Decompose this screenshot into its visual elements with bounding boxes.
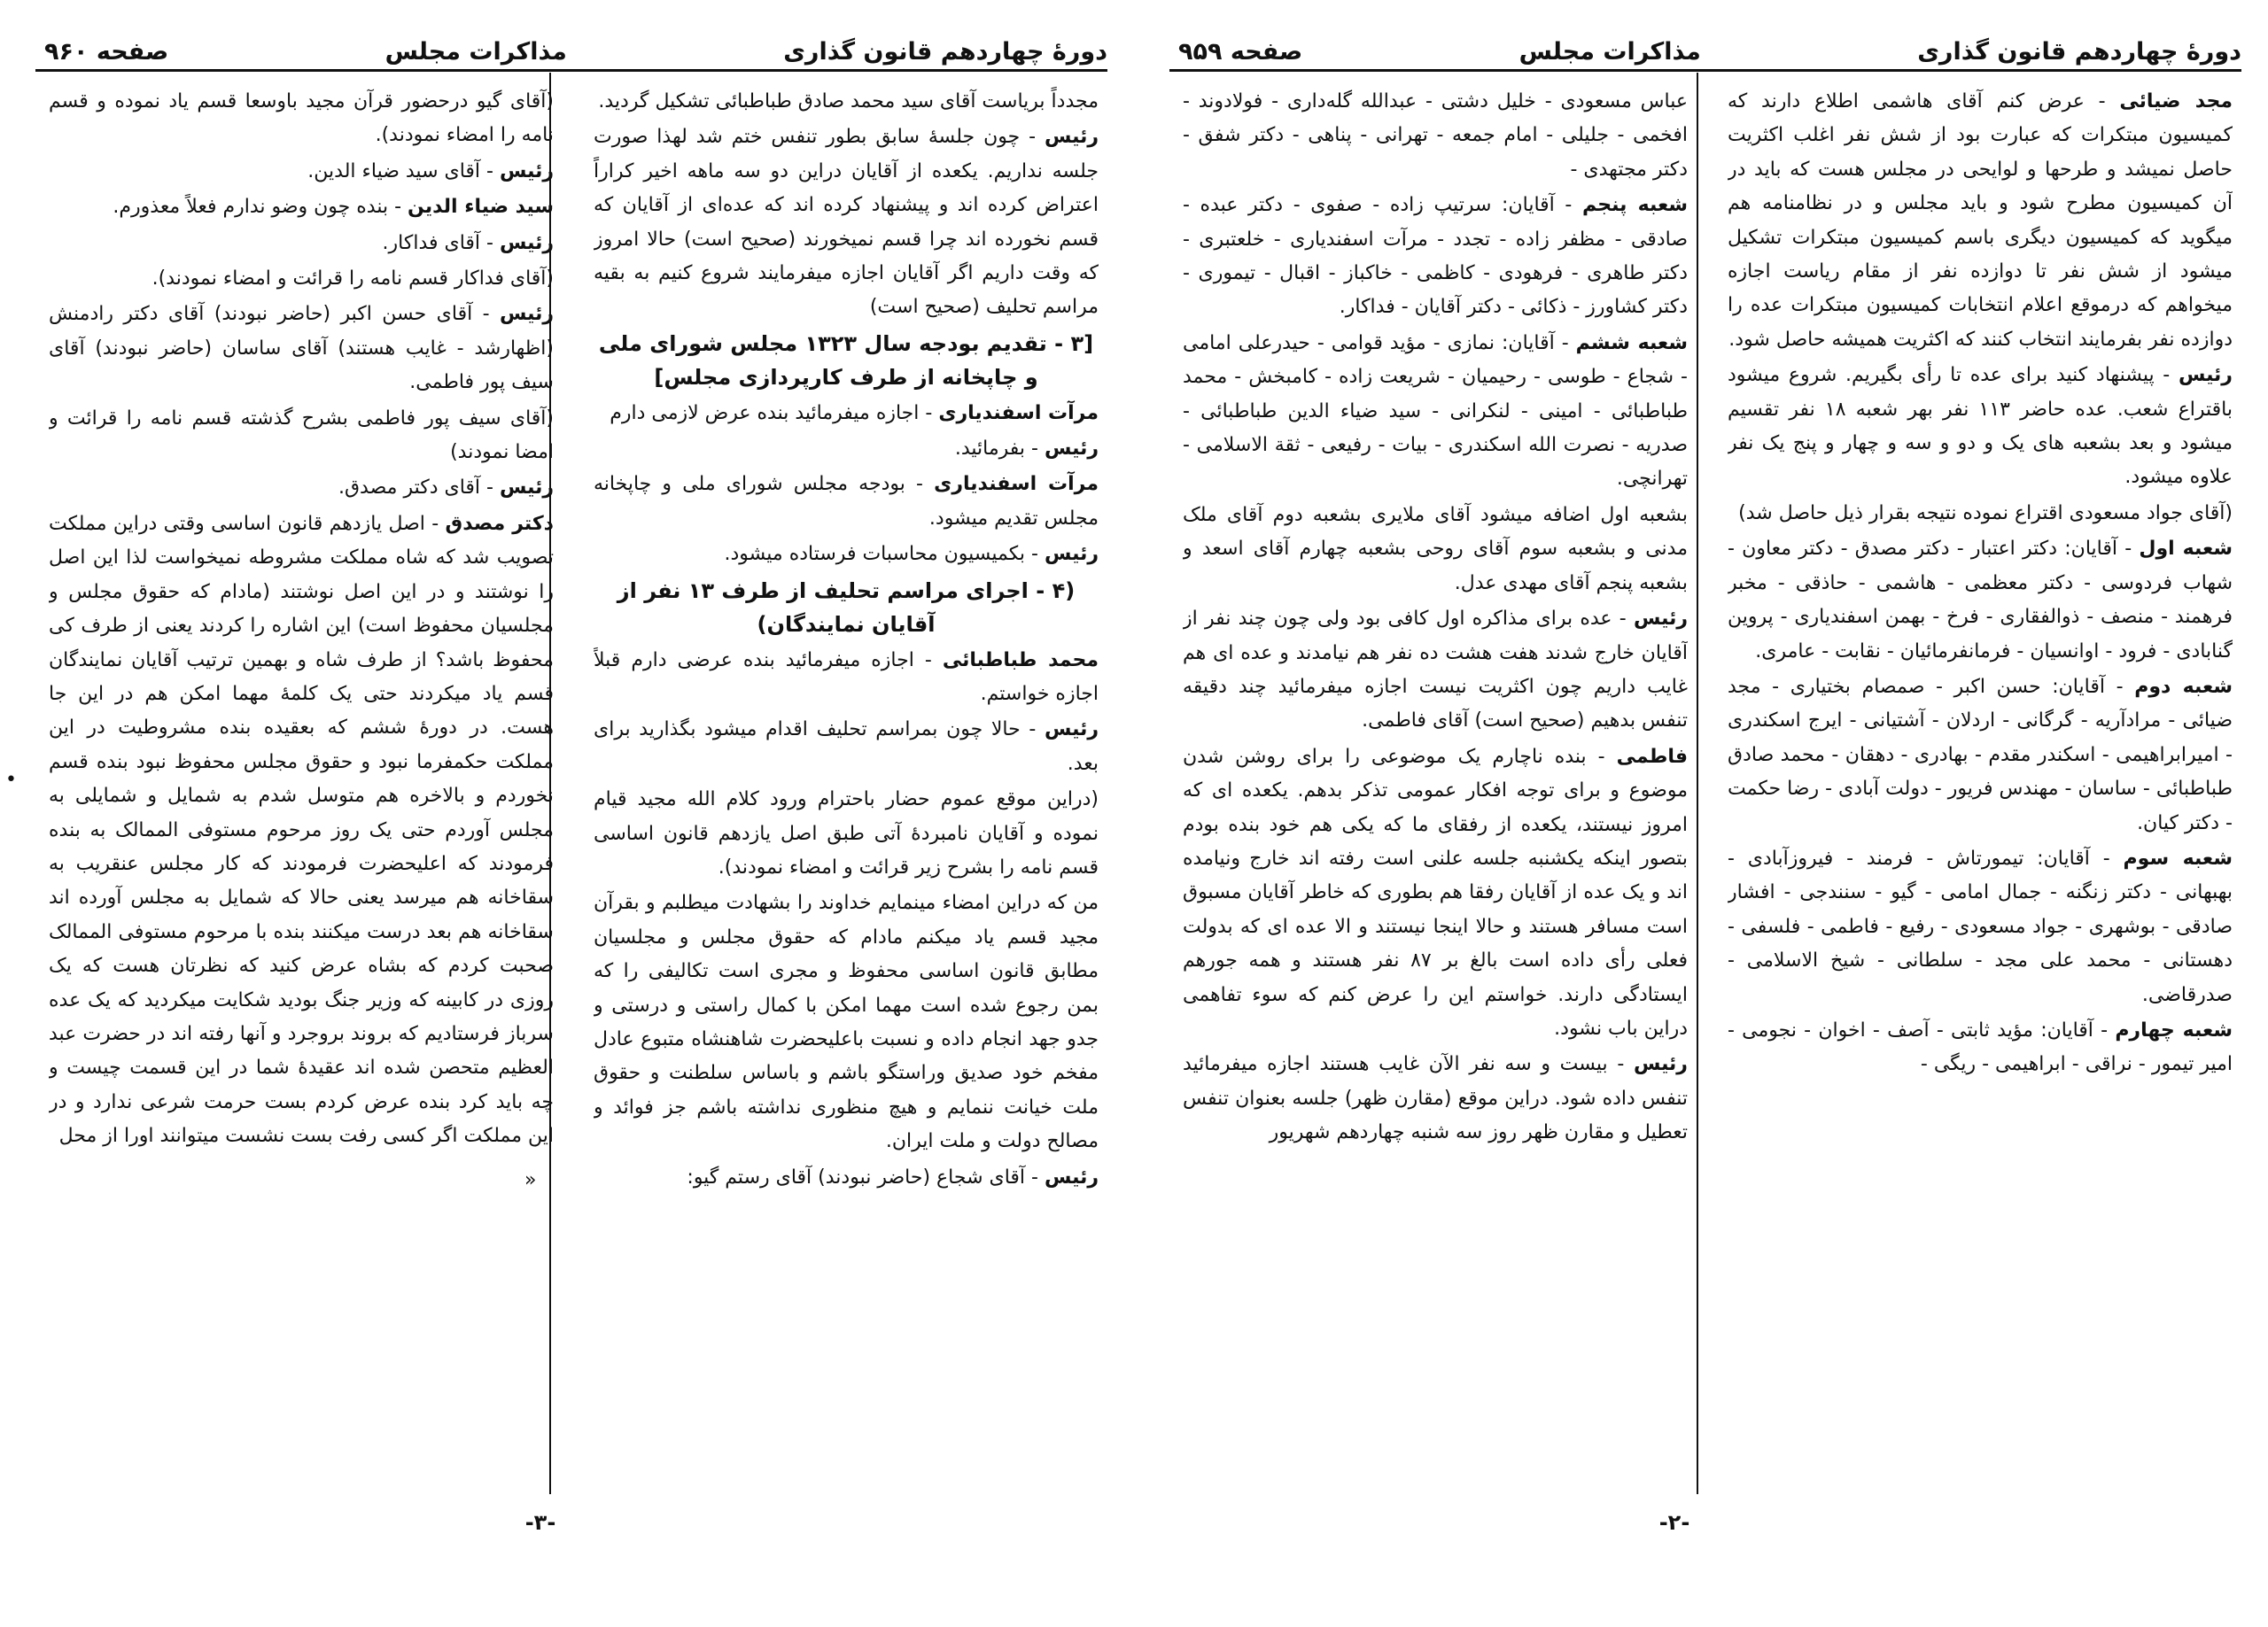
section-heading: (۴ - اجرای مراسم تحلیف از طرف ۱۳ نفر از آقایان نمایندگان) xyxy=(617,577,1076,638)
margin-mark: » xyxy=(524,1169,537,1191)
left-term-title: دورهٔ چهاردهم قانون گذاری xyxy=(783,38,1107,66)
left-session-title: مذاکرات مجلس xyxy=(384,38,567,66)
paragraph-text: (آقای گیو درحضور قرآن مجید باوسعا قسم یاد نموده و قسم نامه را امضاء نمودند). xyxy=(49,90,554,147)
paragraph-text: حالا چون بمراسم تحلیف اقدام میشود بگذارید برای بعد. xyxy=(594,718,1099,775)
speaker-name: شعبه سوم xyxy=(2123,847,2233,870)
speaker-name: فاطمی xyxy=(1616,745,1688,768)
transcript-paragraph: مجد ضیائی - عرض کنم آقای هاشمی اطلاع دارند که کمیسیون مبتکرات که عبارت بود از شش نفر اغلب اکثریت حاصل نمیشد و طرحها و لوایحی در مجلس هست که باید در آن کمیسیون مطرح شود و باید مجلس و در نظامنامه هم میگوید که کمیسیون دیگری باسم کمیسیون مبتکرات تشکیل میشود از شش نفر تا دوازده نفر از مقام ریاست اجازه میخواهم که درموقع اعلام انتخابات کمیسیون مبتکرات عده را دوازده نفر بفرمایند انتخاب کنند که اکثریت همیشه حاصل شود. xyxy=(1728,90,2233,351)
paragraph-text: (آقای جواد مسعودی اقتراع نموده نتیجه بقرار ذیل حاصل شد) xyxy=(1738,501,2233,524)
transcript-paragraph: رئیس - بکمیسیون محاسبات فرستاده میشود. xyxy=(724,543,1099,566)
paragraph-text: آقای شجاع (حاضر نبودند) آقای رستم گیو: xyxy=(687,1166,1026,1189)
transcript-paragraph: فاطمی - بنده ناچارم یک موضوعی را برای روشن شدن موضوع و برای توجه افکار عمومی تذکر بدهم. یکعده ای که امروز نیستند، یکعده از رفقای ما که یکی هم خود بنده بودم بتصور اینکه یکشنبه جلسه علنی است رفته اند خارج ونیامده اند و یک عده از آقایان رفقا هم بطوری که خاطر آقایان مسبوق است مسافر هستند و حالا اینجا نیستند و الا عده ای که بدولت فعلی رأی داده است بالغ بر ۸۷ نفر هستند و همه جورهم ایستادگی دارند. خواستم این را عرض کنم که سوء تفاهمی دراین باب نشود. xyxy=(1183,745,1688,1040)
transcript-paragraph: شعبه چهارم - آقایان: مؤید ثابتی - آصف - اخوان - نجومی - امیر تیمور - نراقی - ابراهیمی - ریگی - xyxy=(1728,1019,2233,1076)
speaker-name: رئیس xyxy=(2178,364,2233,387)
paragraph-text: آقای فداکار. xyxy=(382,231,481,254)
speaker-name: شعبه ششم xyxy=(1575,331,1688,354)
paragraph-text: بیست و سه نفر الآن غایب هستند اجازه میفرمائید تنفس داده شود. دراین موقع (مقارن ظهر) جلسه بعنوان تنفس تعطیل و مقارن ظهر روز سه شنبه چهاردهم شهریور xyxy=(1183,1053,1688,1144)
speaker-name: رئیس xyxy=(1044,543,1099,566)
paragraph-text: آقای سید ضیاء الدین. xyxy=(307,159,481,182)
paragraph-text: آقایان: مؤید ثابتی - آصف - اخوان - نجومی - امیر تیمور - نراقی - ابراهیمی - ریگی - xyxy=(1728,1019,2233,1076)
transcript-paragraph xyxy=(1183,499,1688,600)
transcript-paragraph xyxy=(49,85,554,153)
paragraph-text: آقای حسن اکبر (حاضر نبودند) آقای دکتر رادمنش (اظهارشد - غایب هستند) آقای ساسان (حاضر نبودند) آقای سیف پور فاطمی. xyxy=(49,303,554,394)
transcript-paragraph: رئیس - بفرمائید. xyxy=(954,438,1099,461)
paragraph-text: آقایان: سرتیپ زاده - صفوی - دکتر عبده - صادقی - مظفر زاده - تجدد - مرآت اسفندیاری - خلعتبری - دکتر طاهری - فرهودی - کاظمی - خاکباز - اقبال - تیموری - دکتر کشاورز - ذکائی - دکتر آقایان - فداکار. xyxy=(1183,194,1688,319)
paragraph-text: اصل یازدهم قانون اساسی وقتی دراین مملکت تصویب شد که شاه مملکت مشروطه نمیخواست لذا این اصل را نوشتند و در این اصل نوشتند (مادام که حقوق مجلس و مجلسیان محفوظ است) این اشاره را کردند یعنی از طرف کی محفوظ باشد؟ از طرف شاه و بهمین ترتیب آقایان نمایندگان قسم یاد میکردند حتی یک کلمهٔ مهما امکن هم در این جا هست. در دورهٔ ششم که بعقیده بنده مشروطیت در این مملکت حکمفرما نبود و حقوق مجلس محفوظ نبود بنده قسم نخوردم و بالاخره هم متوسل شدم به شمایل و شمایلی به مجلس آوردم حتی یک روز مرحوم مستوفی الممالک به بنده فرمودند که اعلیحضرت فرمودند که کار مجلس عنقریب به سقاخانه هم میرسد یعنی حالا که شمایل به مجلس آورده اند سقاخانه هم بعد درست میکنند بنده با مرحوم مستوفی الممالک صحبت کردم که بشاه عرض کنید که نظرتان هست که یک روزی در کابینه که وزیر جنگ بودید شکایت میکردید که یک عده سرباز فرستادیم که بروند بروجرد و آنها رفته اند در حضرت عبد العظیم متحصن شده اند عقیدهٔ شما در این قسمت چیست و چه باید کرد بنده عرض کردم بست حرمت شرعی ندارد و در این مملکت اگر کسی رفت بست نشست میتوانند اورا از محل xyxy=(49,512,554,1148)
transcript-paragraph xyxy=(49,262,554,296)
speaker-name: رئیس xyxy=(499,303,554,326)
paragraph-text: آقایان: نمازی - مؤید قوامی - حیدرعلی امامی - شجاع - طوسی - رحیمیان - شریعت زاده - کامبخش - محمد طباطبائی - امینی - لنکرانی - سید ضیاء الدین طباطبائی - صدریه - نصرت الله اسکندری - بیات - رفیعی - ثقة الاسلامی - تهرانچی. xyxy=(1183,331,1688,491)
speaker-name: رئیس xyxy=(1044,718,1099,741)
transcript-paragraph: دکتر مصدق - اصل یازدهم قانون اساسی وقتی دراین مملکت تصویب شد که شاه مملکت مشروطه نمیخواست لذا این اصل را نوشتند و در این اصل نوشتند (مادام که حقوق مجلس و مجلسیان محفوظ است) این اشاره را کردند یعنی از طرف کی محفوظ باشد؟ از طرف شاه و بهمین ترتیب آقایان نمایندگان قسم یاد میکردند حتی یک کلمهٔ مهما امکن هم در این جا هست. در دورهٔ ششم که بعقیده بنده مشروطیت در این مملکت حکمفرما نبود و حقوق مجلس محفوظ نبود بنده قسم نخوردم و بالاخره هم متوسل شدم به شمایل و شمایلی به مجلس آوردم حتی یک روز مرحوم مستوفی الممالک به بنده فرمودند که اعلیحضرت فرمودند که کار مجلس عنقریب به سقاخانه هم میرسد یعنی حالا که شمایل به مجلس آورده اند سقاخانه هم بعد درست میکنند بنده با مرحوم مستوفی الممالک صحبت کردم که بشاه عرض کنید که نظرتان هست که یک روزی در کابینه که وزیر جنگ بودید شکایت میکردید که یک عده سرباز فرستادیم که بروند بروجرد و آنها رفته اند در حضرت عبد العظیم متحصن شده اند عقیدهٔ شما در این قسمت چیست و چه باید کرد بنده عرض کردم بست حرمت شرعی ندارد و در این مملکت اگر کسی رفت بست نشست میتوانند اورا از محل xyxy=(49,512,554,1148)
paragraph-text: اجازه میفرمائید بنده عرض لازمی دارم xyxy=(610,401,920,424)
right-page-left-column xyxy=(1183,85,1688,1493)
transcript-paragraph: مرآت اسفندیاری - اجازه میفرمائید بنده عرض لازمی دارم xyxy=(610,401,1099,424)
transcript-paragraph xyxy=(49,402,554,470)
paragraph-text: اجازه میفرمائید بنده عرضی دارم قبلاً اجازه خواستم. xyxy=(594,648,1099,705)
speaker-name: مرآت اسفندیاری xyxy=(938,401,1099,424)
transcript-paragraph xyxy=(1728,497,2233,531)
paragraph-text: عده برای مذاکره اول کافی بود ولی چون چند نفر از آقایان خارج شدند هفت هشت ده نفر هم نیامدند و عده ای هم غایب داریم چون اکثریت نیست اجازه میفرمائید چند دقیقه تنفس بدهیم (صحیح است) آقای فاطمی. xyxy=(1183,608,1688,732)
paragraph-text: بفرمائید. xyxy=(954,438,1026,461)
paragraph-text: عرض کنم آقای هاشمی اطلاع دارند که کمیسیون مبتکرات که عبارت بود از شش نفر اغلب اکثریت حاصل نمیشد و طرحها و لوایحی در مجلس هست که باید در آن کمیسیون مطرح شود و باید مجلس و در نظامنامه هم میگوید که کمیسیون دیگری باسم کمیسیون مبتکرات تشکیل میشود از شش نفر تا دوازده نفر از مقام ریاست اجازه میخواهم که درموقع اعلام انتخابات کمیسیون مبتکرات عده را دوازده نفر بفرمایند انتخاب کنند که اکثریت همیشه حاصل شود. xyxy=(1728,90,2233,351)
transcript-paragraph xyxy=(1183,85,1688,187)
paragraph-text: بنده چون وضو ندارم فعلاً معذورم. xyxy=(113,196,389,219)
transcript-paragraph xyxy=(594,85,1099,119)
transcript-paragraph: رئیس - آقای دکتر مصدق. xyxy=(338,476,554,500)
paragraph-text: آقایان: حسن اکبر - صمصام بختیاری - مجد ضیائی - مرادآریه - گرگانی - اردلان - آشتیانی - ایرج اسکندری - امیرابراهیمی - اسکندر مقدم - بهادری - دهقان - محمد صادق طباطبائی - ساسان - مهندس فریور - دولت آبادی - رضا حکمت - دکتر کیان. xyxy=(1728,675,2233,834)
transcript-paragraph: رئیس - آقای سید ضیاء الدین. xyxy=(307,159,554,182)
transcript-paragraph: رئیس - آقای حسن اکبر (حاضر نبودند) آقای دکتر رادمنش (اظهارشد - غایب هستند) آقای ساسان (حاضر نبودند) آقای سیف پور فاطمی. xyxy=(49,303,554,394)
speaker-name: رئیس xyxy=(1633,1053,1688,1076)
transcript-paragraph: رئیس - چون جلسهٔ سابق بطور تنفس ختم شد لهذا صورت جلسه نداریم. یکعده از آقایان دراین دو سه ماهه اخیر کراراً اعتراض کرده اند و پیشنهاد کرده اند که عده‌ای از آقایان که قسم نخورده اند چرا قسم نمیخورند (صحیح است) حالا امروز که وقت داریم اگر آقایان اجازه میفرمایند شروع کنیم به بقیه مراسم تحلیف (صحیح است) xyxy=(594,126,1099,319)
paragraph-text: بشعبه اول اضافه میشود آقای ملایری بشعبه دوم آقای ملک مدنی و بشعبه سوم آقای روحی بشعبه چهارم آقای اسعد و بشعبه پنجم آقای مهدی عدل. xyxy=(1183,503,1688,594)
paragraph-text: آقایان: دکتر اعتبار - دکتر مصدق - دکتر معاون - شهاب فردوسی - دکتر معظمی - هاشمی - حاذقی - مخبر فرهمند - منصف - ذوالفقاری - فرخ - بهمن اسفندیاری - پروین گنابادی - فرود - اوانسیان - فرمانفرمائیان - نقابت - عامری. xyxy=(1728,538,2233,662)
right-page xyxy=(1134,0,2268,1627)
paragraph-text: پیشنهاد کنید برای عده تا رأی بگیریم. شروع میشود باقتراع شعب. عده حاضر ۱۱۳ نفر بهر شعبه ۱۸ نفر تقسیم میشود و بعد بشعبه های یک و دو و سه و چهار و پنج یک نفر علاوه میشود. xyxy=(1728,364,2233,489)
transcript-paragraph: سید ضیاء الدین - بنده چون وضو ندارم فعلاً معذورم. xyxy=(113,196,554,219)
section-heading: [۳ - تقدیم بودجه سال ۱۳۲۳ مجلس شورای ملی و چاپخانه از طرف کارپردازی مجلس] xyxy=(598,330,1094,391)
paragraph-text: من که دراین امضاء مینمایم خداوند را بشهادت میطلبم و بقرآن مجید قسم یاد میکنم مادام که حقوق مجلس و مجلسیان مطابق قانون اساسی محفوظ و مجری است تکالیفی را که بمن رجوع شده است مهما امکن با کمال راستی و درستی و جدو جهد انجام داده و نسبت باعلیحضرت شاهنشاه متبوع عادل مفخم خود صدیق وراستگو باشم و باساس سلطنت و حقوق ملت خیانت ننمایم و هیچ منظوری نداشته باشم جز فوائد و مصالح دولت و ملت ایران. xyxy=(594,892,1099,1153)
speaker-name: رئیس xyxy=(1044,438,1099,461)
right-folio: -۲- xyxy=(1658,1510,1690,1535)
speaker-name: رئیس xyxy=(499,231,554,254)
right-page-number: صفحه ۹۵۹ xyxy=(1178,38,1303,66)
speaker-name: مرآت اسفندیاری xyxy=(934,473,1099,496)
right-running-head xyxy=(1178,27,2241,66)
speaker-name: دکتر مصدق xyxy=(445,512,554,535)
transcript-paragraph: شعبه اول - آقایان: دکتر اعتبار - دکتر مصدق - دکتر معاون - شهاب فردوسی - دکتر معظمی - هاشمی - حاذقی - مخبر فرهمند - منصف - ذوالفقاری - فرخ - بهمن اسفندیاری - پروین گنابادی - فرود - اوانسیان - فرمانفرمائیان - نقابت - عامری. xyxy=(1728,538,2233,662)
transcript-paragraph: شعبه سوم - آقایان: تیمورتاش - فرمند - فیروزآبادی - بهبهانی - دکتر زنگنه - جمال امامی - گیو - سنندجی - افشار صادقی - بوشهری - جواد مسعودی - رفیع - فاطمی - فلسفی - دهستانی - محمد علی مجد - سلطانی - شیخ الاسلامی - صدرقاضی. xyxy=(1728,847,2233,1006)
transcript-paragraph: رئیس - پیشنهاد کنید برای عده تا رأی بگیریم. شروع میشود باقتراع شعب. عده حاضر ۱۱۳ نفر بهر شعبه ۱۸ نفر تقسیم میشود و بعد بشعبه های یک و دو و سه و چهار و پنج یک نفر علاوه میشود. xyxy=(1728,364,2233,489)
transcript-paragraph: شعبه ششم - آقایان: نمازی - مؤید قوامی - حیدرعلی امامی - شجاع - طوسی - رحیمیان - شریعت زاده - کامبخش - محمد طباطبائی - امینی - لنکرانی - سید ضیاء الدین طباطبائی - صدریه - نصرت الله اسکندری - بیات - رفیعی - ثقة الاسلامی - تهرانچی. xyxy=(1183,331,1688,491)
paragraph-text: بودجه مجلس شورای ملی و چاپخانه مجلس تقدیم میشود. xyxy=(594,473,1099,530)
transcript-paragraph xyxy=(594,887,1099,1158)
right-head-rule xyxy=(1169,69,2241,72)
left-page-right-column xyxy=(594,85,1099,1493)
paragraph-text: (دراین موقع عموم حضار باحترام ورود کلام الله مجید قیام نموده و آقایان نامبردهٔ آتی طبق اصل یازدهم قانون اساسی قسم نامه را بشرح زیر قرائت و امضاء نمودند). xyxy=(594,788,1099,879)
speaker-name: محمد طباطبائی xyxy=(942,648,1099,671)
speaker-name: مجد ضیائی xyxy=(2119,90,2233,112)
left-running-head xyxy=(44,27,1107,66)
speaker-name: شعبه پنجم xyxy=(1581,194,1688,217)
paragraph-text: بکمیسیون محاسبات فرستاده میشود. xyxy=(724,543,1026,566)
left-folio: -۳- xyxy=(524,1510,556,1535)
transcript-paragraph: مرآت اسفندیاری - بودجه مجلس شورای ملی و چاپخانه مجلس تقدیم میشود. xyxy=(594,473,1099,530)
paragraph-text: چون جلسهٔ سابق بطور تنفس ختم شد لهذا صورت جلسه نداریم. یکعده از آقایان دراین دو سه ماهه اخیر کراراً اعتراض کرده اند و پیشنهاد کرده اند که عده‌ای از آقایان که قسم نخورده اند چرا قسم نمیخورند (صحیح است) حالا امروز که وقت داریم اگر آقایان اجازه میفرمایند شروع کنیم به بقیه مراسم تحلیف (صحیح است) xyxy=(594,126,1099,319)
speaker-name: رئیس xyxy=(499,159,554,182)
right-term-title: دورهٔ چهاردهم قانون گذاری xyxy=(1917,38,2241,66)
transcript-paragraph: محمد طباطبائی - اجازه میفرمائید بنده عرضی دارم قبلاً اجازه خواستم. xyxy=(594,648,1099,705)
left-page-left-column xyxy=(49,85,554,1493)
paragraph-text: آقایان: تیمورتاش - فرمند - فیروزآبادی - بهبهانی - دکتر زنگنه - جمال امامی - گیو - سنندجی - افشار صادقی - بوشهری - جواد مسعودی - رفیع - فاطمی - فلسفی - دهستانی - محمد علی مجد - سلطانی - شیخ الاسلامی - صدرقاضی. xyxy=(1728,847,2233,1006)
right-session-title: مذاکرات مجلس xyxy=(1518,38,1701,66)
paragraph-text: آقای دکتر مصدق. xyxy=(338,476,481,500)
transcript-paragraph: شعبه پنجم - آقایان: سرتیپ زاده - صفوی - دکتر عبده - صادقی - مظفر زاده - تجدد - مرآت اسفندیاری - خلعتبری - دکتر طاهری - فرهودی - کاظمی - خاکباز - اقبال - تیموری - دکتر کشاورز - ذکائی - دکتر آقایان - فداکار. xyxy=(1183,194,1688,319)
transcript-paragraph: رئیس - عده برای مذاکره اول کافی بود ولی چون چند نفر از آقایان خارج شدند هفت هشت ده نفر هم نیامدند و عده ای هم غایب داریم چون اکثریت نیست اجازه میفرمائید چند دقیقه تنفس بدهیم (صحیح است) آقای فاطمی. xyxy=(1183,608,1688,732)
right-column-divider xyxy=(1697,73,1698,1494)
speaker-name: رئیس xyxy=(1633,608,1688,631)
left-page-number: صفحه ۹۶۰ xyxy=(44,38,169,66)
transcript-paragraph xyxy=(594,783,1099,885)
transcript-paragraph: شعبه دوم - آقایان: حسن اکبر - صمصام بختیاری - مجد ضیائی - مرادآریه - گرگانی - اردلان - آشتیانی - ایرج اسکندری - امیرابراهیمی - اسکندر مقدم - بهادری - دهقان - محمد صادق طباطبائی - ساسان - مهندس فریور - دولت آبادی - رضا حکمت - دکتر کیان. xyxy=(1728,675,2233,834)
right-page-right-column xyxy=(1728,85,2233,1493)
speaker-name: رئیس xyxy=(1044,1166,1099,1189)
left-head-rule xyxy=(35,69,1107,72)
transcript-paragraph: رئیس - آقای شجاع (حاضر نبودند) آقای رستم گیو: xyxy=(687,1166,1099,1189)
speaker-name: سید ضیاء الدین xyxy=(408,196,554,219)
paragraph-text: مجدداً بریاست آقای سید محمد صادق طباطبائی تشکیل گردید. xyxy=(598,90,1099,112)
paragraph-text: (آقای فداکار قسم نامه را قرائت و امضاء نمودند). xyxy=(151,267,554,291)
transcript-paragraph: رئیس - حالا چون بمراسم تحلیف اقدام میشود بگذارید برای بعد. xyxy=(594,718,1099,775)
paragraph-text: بنده ناچارم یک موضوعی را برای روشن شدن موضوع و برای توجه افکار عمومی تذکر بدهم. یکعده ای که امروز نیستند، یکعده از رفقای ما که یکی هم خود بنده بودم بتصور اینکه یکشنبه جلسه علنی است رفته اند خارج ونیامده اند و یک عده از آقایان رفقا هم بطوری که خاطر آقایان مسبوق است مسافر هستند و حالا اینجا نیستند و الا عده ای که بدولت فعلی رأی داده است بالغ بر ۸۷ نفر هستند و همه جورهم ایستادگی دارند. خواستم این را عرض کنم که سوء تفاهمی دراین باب نشود. xyxy=(1183,745,1688,1040)
speaker-name: شعبه چهارم xyxy=(2115,1019,2233,1042)
transcript-paragraph: رئیس - آقای فداکار. xyxy=(382,231,554,254)
speaker-name: رئیس xyxy=(1044,126,1099,149)
margin-mark: • xyxy=(5,769,17,791)
paragraph-text: (آقای سیف پور فاطمی بشرح گذشته قسم نامه را قرائت و امضا نمودند) xyxy=(49,407,554,464)
speaker-name: شعبه دوم xyxy=(2134,675,2233,698)
speaker-name: شعبه اول xyxy=(2139,538,2233,561)
paragraph-text: عباس مسعودی - خلیل دشتی - عبدالله گله‌داری - فولادوند - افخمی - جلیلی - امام جمعه - تهرانی - پناهی - دکتر شفق - دکتر مجتهدی - xyxy=(1183,90,1688,181)
transcript-paragraph: رئیس - بیست و سه نفر الآن غایب هستند اجازه میفرمائید تنفس داده شود. دراین موقع (مقارن ظهر) جلسه بعنوان تنفس تعطیل و مقارن ظهر روز سه شنبه چهاردهم شهریور xyxy=(1183,1053,1688,1144)
speaker-name: رئیس xyxy=(499,476,554,500)
